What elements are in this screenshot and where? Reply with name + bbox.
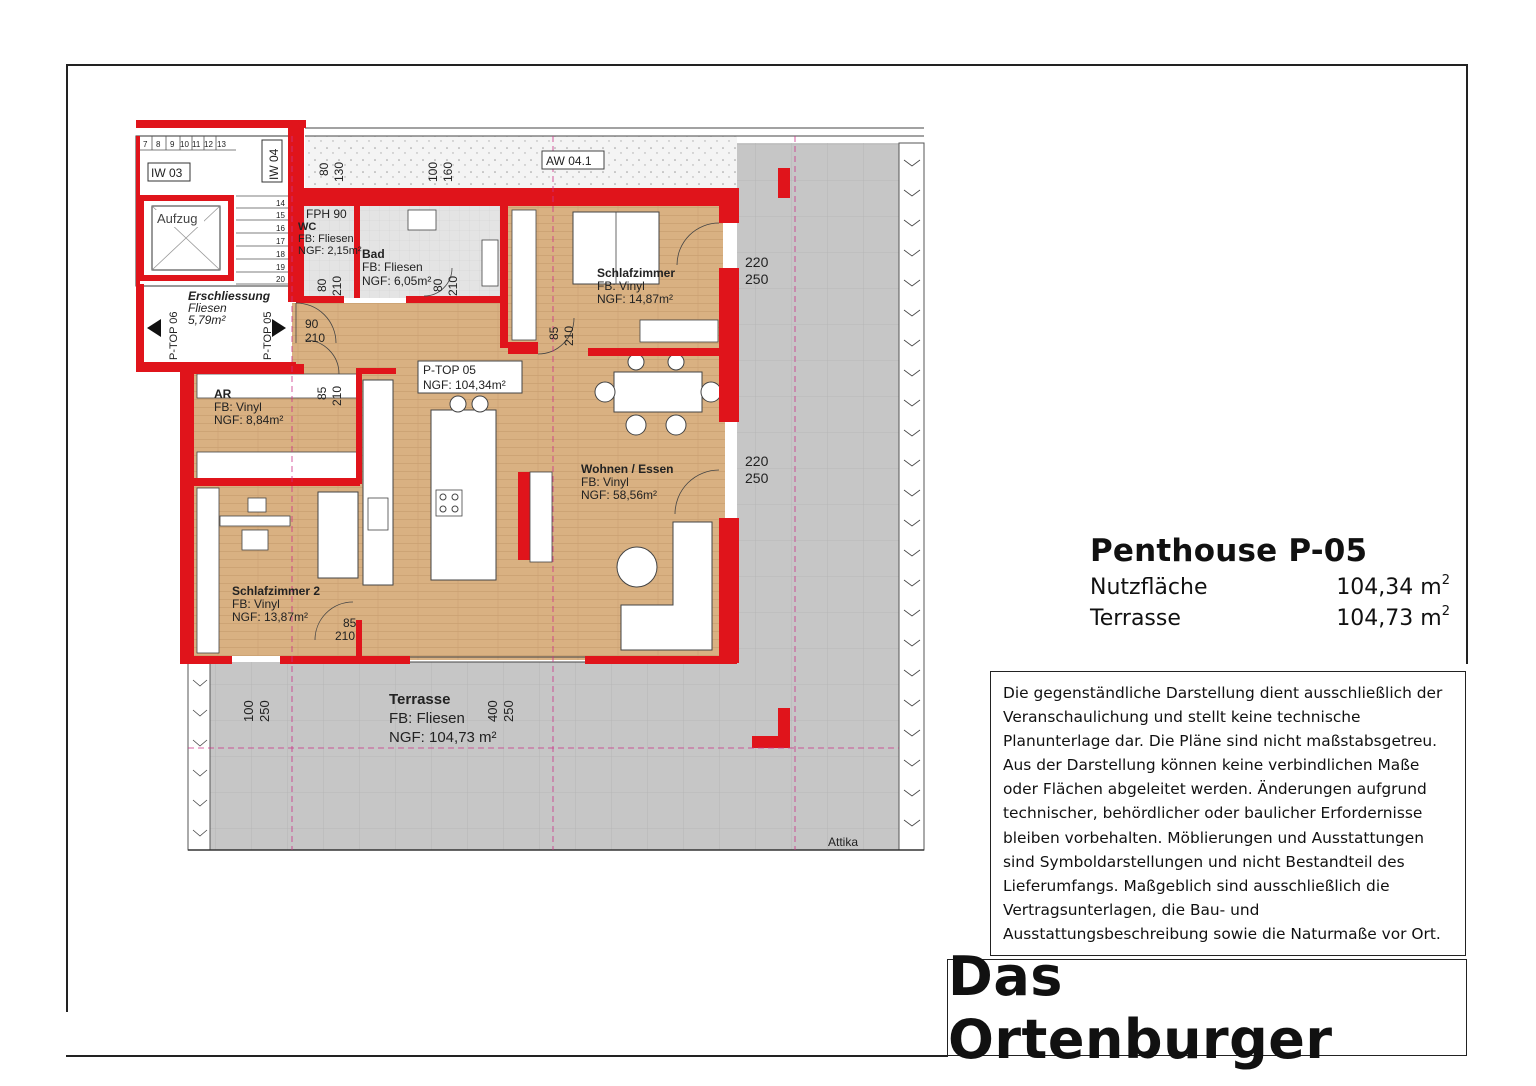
wc-area: NGF: 2,15m² — [298, 245, 362, 257]
area-row-terrasse — [1090, 606, 1450, 631]
bad-floor: FB: Fliesen — [362, 260, 423, 274]
dim-210-wc: 210 — [330, 275, 344, 296]
area-value: 104,73 $m^2$ — [1336, 604, 1450, 631]
stair-num-7: 7 — [143, 140, 148, 149]
stair-num-19: 19 — [276, 263, 285, 272]
p-top-06-label: P-TOP 06 — [168, 311, 180, 360]
bad-area: NGF: 6,05m² — [362, 274, 432, 288]
terrasse-name: Terrasse — [389, 691, 451, 708]
stair-num-14: 14 — [276, 199, 285, 208]
dim-250-terrace-right: 250 — [501, 700, 516, 722]
attika-label: Attika — [828, 835, 859, 849]
stair-num-20: 20 — [276, 275, 285, 284]
dim-160-top: 160 — [441, 161, 455, 182]
ar-floor: FB: Vinyl — [214, 400, 262, 414]
dim-210-sz: 210 — [562, 325, 576, 346]
dim-80-wc: 80 — [315, 278, 329, 292]
bed-2 — [318, 492, 358, 578]
dim-100-top: 100 — [426, 161, 440, 182]
fph-label: FPH 90 — [306, 207, 347, 221]
stair-num-17: 17 — [276, 237, 285, 246]
dining-table — [614, 372, 702, 412]
schlafzimmer-floor: FB: Vinyl — [597, 279, 645, 293]
stair-num-15: 15 — [276, 211, 285, 220]
wall-label-iw04: IW 04 — [267, 148, 281, 180]
kitchen-counter — [363, 380, 393, 585]
bad-name: Bad — [362, 247, 385, 261]
p-top-05-label: P-TOP 05 — [262, 311, 274, 360]
attika-strip-east — [899, 143, 924, 850]
erschliessung-area: 5,79m² — [188, 313, 226, 327]
wohnen-floor: FB: Vinyl — [581, 475, 629, 489]
wall-label-aw: AW 04.1 — [546, 154, 592, 168]
schlafzimmer2-name: Schlafzimmer 2 — [232, 584, 321, 598]
gravel-roof — [305, 136, 737, 188]
info-block — [1090, 533, 1450, 631]
terrasse-area: NGF: 104,73 m² — [389, 729, 497, 746]
schlafzimmer-name: Schlafzimmer — [597, 266, 676, 280]
dim-220-lower: 220 — [745, 453, 769, 469]
dim-80-top: 80 — [317, 162, 331, 176]
terrace-south — [188, 662, 899, 850]
elevator-label: Aufzug — [157, 211, 198, 226]
stair-num-16: 16 — [276, 224, 285, 233]
page-title: Penthouse P-05 — [1090, 533, 1368, 569]
ar-area: NGF: 8,84m² — [214, 413, 284, 427]
dim-130-top: 130 — [332, 161, 346, 182]
dim-220-upper: 220 — [745, 254, 769, 270]
dim-80-bad: 80 — [431, 278, 445, 292]
dim-250-upper: 250 — [745, 271, 769, 287]
schlafzimmer2-floor: FB: Vinyl — [232, 597, 280, 611]
disclaimer-box: Die gegenständliche Darstellung dient ausschließlich der Veranschaulichung und stellt keine technische Planunterlage dar. Die Pläne sind nicht maßstabsgetreu. Aus der Darstellung können keine verbindlichen Maße oder Flächen abgeleitet werden. Änderungen aufgrund technischer, behördlicher oder baulicher Erfordernisse bleiben vorbehalten. Möblierungen und Ausstattungen sind Symboldarstellungen und nicht Bestandteil des Lieferumfangs. Maßgeblich sind ausschließlich die Vertragsunterlagen, die Bau- und Ausstattungsbeschreibung sowie die Naturmaße vor Ort. — [990, 671, 1466, 956]
dim-85-sz: 85 — [547, 326, 561, 340]
dim-85-sz2: 85 — [343, 616, 357, 630]
dim-210-ar: 210 — [330, 385, 344, 406]
dim-400-terrace: 400 — [485, 700, 500, 722]
wohnen-name: Wohnen / Essen — [581, 462, 674, 476]
dim-210-sz2: 210 — [335, 629, 356, 643]
attika-strip-south — [188, 662, 210, 850]
area-label: Terrasse — [1090, 606, 1181, 631]
dim-90: 90 — [305, 317, 319, 331]
area-value: 104,34 $m^2$ — [1336, 573, 1450, 600]
area-row-nutzflaeche — [1090, 575, 1450, 600]
wc-floor: FB: Fliesen — [298, 233, 354, 245]
dim-210-entry: 210 — [305, 331, 326, 345]
divider-red — [518, 472, 530, 560]
wc-name: WC — [298, 221, 317, 233]
erschliessung-name: Erschliessung — [188, 289, 271, 303]
dim-250-terrace-left: 250 — [257, 700, 272, 722]
schlafzimmer-area: NGF: 14,87m² — [597, 292, 674, 306]
erschliessung-floor: Fliesen — [188, 301, 227, 315]
stair-num-11: 11 — [192, 140, 201, 149]
top-area: NGF: 104,34m² — [423, 378, 506, 392]
schlafzimmer2-area: NGF: 13,87m² — [232, 610, 309, 624]
wall-label-iw03: IW 03 — [151, 166, 183, 180]
dim-210-bad: 210 — [446, 275, 460, 296]
brand-logo: Das Ortenburger — [947, 959, 1467, 1056]
ar-name: AR — [214, 387, 232, 401]
top-label: P-TOP 05 — [423, 363, 476, 377]
dim-85-ar: 85 — [315, 386, 329, 400]
terrasse-floor: FB: Fliesen — [389, 710, 465, 727]
area-label: Nutzfläche — [1090, 575, 1208, 600]
stair-num-13: 13 — [217, 140, 226, 149]
dim-250-lower: 250 — [745, 470, 769, 486]
stair-num-8: 8 — [156, 140, 161, 149]
stair-num-18: 18 — [276, 250, 285, 259]
stair-num-12: 12 — [204, 140, 213, 149]
stair-num-9: 9 — [170, 140, 175, 149]
stair-num-10: 10 — [180, 140, 189, 149]
wohnen-area: NGF: 58,56m² — [581, 488, 658, 502]
dim-100-terrace: 100 — [241, 700, 256, 722]
